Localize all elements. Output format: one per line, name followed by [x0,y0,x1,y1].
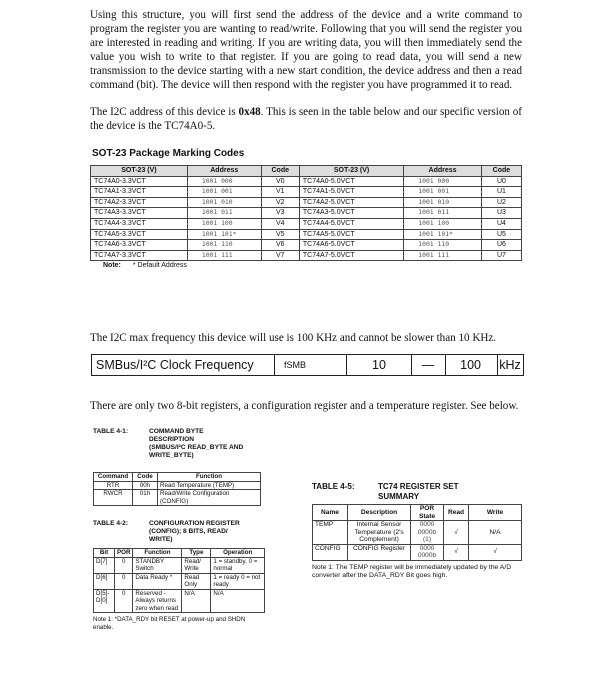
table-row [94,557,265,573]
t42-header: Operation [211,549,265,558]
sot-cell: U5 [481,229,521,240]
i2c-address-value: 0x48 [238,106,261,118]
t45-cell: N/A [469,521,522,545]
t42-header: Function [133,549,182,558]
sot-cell: U6 [481,240,521,251]
sot-cell: V7 [261,250,299,261]
t42-cell: D[6] [94,573,115,589]
table-4-5-label: TABLE 4-5: [312,482,355,491]
t41-header: Code [133,473,158,482]
sot-cell: 1001 011 [187,208,261,219]
sot-cell: 1001 101* [187,229,261,240]
sot-cell: 1001 000 [187,176,261,187]
t42-cell: Read/ Write [182,557,211,573]
t42-cell: 0 [115,573,133,589]
table-4-1-title-line: COMMAND BYTE [149,428,204,435]
sot-cell: TC74A3-5.0VCT [299,208,403,219]
t41-cell: 00h [133,481,158,490]
t42-header: POR [115,549,133,558]
table-4-2-block [93,520,268,631]
t45-header: Write [469,505,522,521]
t45-header: Description [348,505,411,521]
t41-cell: Read/Write Configuration (CONFIG) [158,490,261,506]
freq-unit: kHz [499,358,521,372]
table-4-2-title-line: WRITE) [149,536,173,543]
table-4-1-block [93,428,268,506]
sot-cell: 1001 011 [404,208,482,219]
t45-cell: √ [444,544,469,560]
table-4-5-title-line: TC74 REGISTER SET [378,482,459,491]
sot-cell: TC74A3-3.3VCT [91,208,188,219]
freq-max: 100 [445,355,498,375]
t41-header: Command [94,473,133,482]
sot-cell: U7 [481,250,521,261]
sot-cell: TC74A7-5.0VCT [299,250,403,261]
t42-cell: D[7] [94,557,115,573]
sot-marking-table [90,165,522,261]
sot-cell: 1001 001 [404,187,482,198]
t42-header: Bit [94,549,115,558]
frequency-paragraph: The I2C max frequency this device will use is 100 KHz and cannot be slower than 10 KHz. [90,332,497,344]
table-row [91,208,522,219]
sot-cell: V5 [261,229,299,240]
table-4-5-note: Note 1: The TEMP register will be immediately updated by the A/D converter after the DATA_RDY Bit goes high. [312,563,512,579]
sot-header: Code [261,166,299,177]
sot-cell: V6 [261,240,299,251]
sot-cell: TC74A1-5.0VCT [299,187,403,198]
sot-header: Code [481,166,521,177]
table-4-5-title [378,482,458,502]
sot-cell: 1001 000 [404,176,482,187]
sot-cell: U1 [481,187,521,198]
sot-header: SOT-23 (V) [299,166,403,177]
sot-cell: TC74A6-3.3VCT [91,240,188,251]
intro-paragraph: Using this structure, you will first send the address of the device and a write command to program the register you are wanting to read/write. Following that you will send the register you are interested in reading and writing. If you are writing data, you will then immediately send the value you wish to write to that register. If you are going to read data, you will send a new transmission to the device starting with a new start condition, the device address and then a read command (bit). The device will then respond with the register you have programmed it to read. [90,9,522,91]
t45-header: Name [313,505,348,521]
sot-cell: TC74A0-5.0VCT [299,176,403,187]
table-row [94,481,261,490]
sot-cell: TC74A7-3.3VCT [91,250,188,261]
sot-cell: 1001 001 [187,187,261,198]
sot-header: Address [404,166,482,177]
t41-cell: RTR [94,481,133,490]
sot-note [103,262,187,269]
sot-note-label: Note: [103,262,121,269]
sot-header-row [91,166,522,177]
table-row [94,589,265,613]
t42-cell: 0 [115,557,133,573]
sot-cell: TC74A2-5.0VCT [299,197,403,208]
t42-cell: N/A [211,589,265,613]
table-row [91,218,522,229]
sot-cell: TC74A5-3.3VCT [91,229,188,240]
sot-cell: U4 [481,218,521,229]
sot-header: SOT-23 (V) [91,166,188,177]
t45-cell: CONFIG [313,544,348,560]
table-4-1-title-line: (SMBUS/I²C READ_BYTE AND [149,444,244,451]
clock-frequency-row [91,354,524,376]
table-row [313,521,522,545]
t41-cell: Read Temperature (TEMP) [158,481,261,490]
t41-cell: 01h [133,490,158,506]
table-row [313,544,522,560]
sot-cell: U3 [481,208,521,219]
t45-cell: √ [469,544,522,560]
table-4-1-title [149,428,243,460]
sot-cell: V1 [261,187,299,198]
table-row [94,573,265,589]
sot-cell: 1001 111 [187,250,261,261]
t45-cell: 0000 0000b (1) [411,521,444,545]
t45-cell: 0000 0000b [411,544,444,560]
t45-cell: Internal Sensor Temperature (2's Complement) [348,521,411,545]
freq-min: 10 [347,355,412,375]
t42-cell: 0 [115,589,133,613]
t42-cell: STANDBY Switch [133,557,182,573]
t42-cell: Read Only [182,573,211,589]
freq-symbol: fSMB [274,355,347,375]
table-4-1-label: TABLE 4-1: [93,428,129,435]
address-paragraph [90,106,522,134]
t41-header: Function [158,473,261,482]
t45-cell: CONFIG Register [348,544,411,560]
sot-cell: U0 [481,176,521,187]
t42-cell: N/A [182,589,211,613]
sot-cell: 1001 110 [187,240,261,251]
table-row [91,240,522,251]
sot-cell: U2 [481,197,521,208]
t42-cell: 1 = ready 0 = not ready [211,573,265,589]
table-row [91,197,522,208]
address-paragraph-pre: The I2C address of this device is [90,106,239,118]
table-row [91,187,522,198]
freq-typ: — [411,355,446,375]
sot-cell: TC74A2-3.3VCT [91,197,188,208]
sot-cell: 1001 100 [404,218,482,229]
registers-paragraph: There are only two 8-bit registers, a configuration register and a temperature register. See below. [90,400,519,412]
table-4-5-block [312,482,524,580]
table-4-2-title-line: CONFIGURATION REGISTER [149,520,240,527]
sot-cell: 1001 010 [187,197,261,208]
table-row [91,229,522,240]
sot-cell: TC74A4-3.3VCT [91,218,188,229]
freq-param: SMBus/I²C Clock Frequency [92,355,275,375]
t45-header: POR State [411,505,444,521]
sot-cell: V0 [261,176,299,187]
table-4-2-title [149,520,240,544]
sot-cell: 1001 110 [404,240,482,251]
t42-header: Type [182,549,211,558]
sot-cell: V3 [261,208,299,219]
table-row [94,490,261,506]
sot-cell: TC74A1-3.3VCT [91,187,188,198]
table-4-2-label: TABLE 4-2: [93,520,129,527]
sot-cell: 1001 100 [187,218,261,229]
config-register-table [93,548,265,613]
table-4-1-title-line: WRITE_BYTE) [149,452,194,459]
sot-note-text: * Default Address [132,262,187,269]
t42-cell: Reserved - Always returns zero when read [133,589,182,613]
table-row [91,250,522,261]
table-4-2-note: Note 1: *DATA_RDY bit RESET at power-up and SHDN enable. [93,616,246,631]
sot-cell: TC74A0-3.3VCT [91,176,188,187]
sot-table-title: SOT-23 Package Marking Codes [92,148,245,159]
table-4-5-title-line: SUMMARY [378,492,420,501]
sot-cell: 1001 010 [404,197,482,208]
table-4-1-title-line: DESCRIPTION [149,436,195,443]
sot-cell: V2 [261,197,299,208]
sot-cell: TC74A6-5.0VCT [299,240,403,251]
table-row [91,176,522,187]
t42-cell: Data Ready * [133,573,182,589]
sot-cell: TC74A4-5.0VCT [299,218,403,229]
register-summary-table [312,504,522,561]
address-paragraph-post: . This is seen in the table below and our specific version of the device is the TC74A0-5. [90,106,522,132]
sot-header: Address [187,166,261,177]
sot-cell: TC74A5-5.0VCT [299,229,403,240]
sot-cell: V4 [261,218,299,229]
t41-cell: RWCR [94,490,133,506]
sot-cell: 1001 101* [404,229,482,240]
sot-cell: 1001 111 [404,250,482,261]
table-4-2-title-line: (CONFIG); 8 BITS, READ/ [149,528,228,535]
t45-header: Read [444,505,469,521]
command-byte-table [93,472,261,506]
t45-cell: TEMP [313,521,348,545]
t45-cell: √ [444,521,469,545]
t42-cell: 1 = standby, 0 = normal [211,557,265,573]
t42-cell: D[5]- D[0] [94,589,115,613]
